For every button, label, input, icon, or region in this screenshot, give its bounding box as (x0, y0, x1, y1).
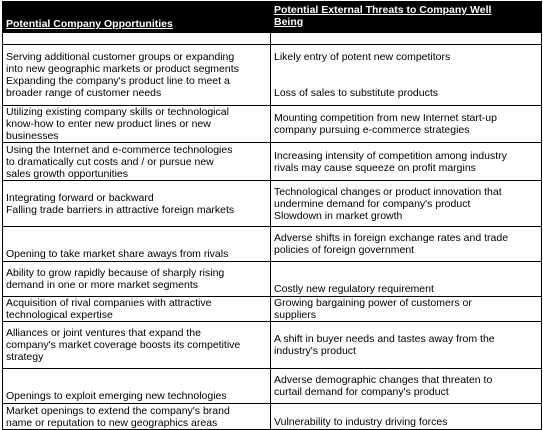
cell-line: Opening to take market share aways from rivals (6, 248, 229, 260)
table-row (3, 106, 542, 143)
opportunity-cell (3, 106, 271, 143)
opportunity-cell (3, 45, 271, 106)
opportunity-cell (3, 404, 271, 430)
cell-line: Slowdown in market growth (274, 209, 403, 222)
cell-line: know-how to enter new product lines or new (6, 118, 211, 130)
cell-line: broader range of customer needs (6, 87, 162, 99)
cell-line: Increasing intensity of competition among industry (274, 149, 507, 162)
threat-cell (271, 181, 542, 227)
threat-cell (271, 404, 542, 430)
threat-cell (271, 297, 542, 322)
table-row (3, 404, 542, 430)
cell-line: A shift in buyer needs and tastes away from the (274, 333, 495, 345)
cell-line: Technological changes or product innovation that (274, 185, 502, 198)
swot-table-sheet (2, 1, 541, 429)
cell-line: company pursuing e-commerce strategies (274, 124, 470, 136)
cell-line: Market openings to extend the company's brand (6, 404, 230, 417)
opportunity-cell (3, 143, 271, 181)
table-row (3, 322, 542, 369)
cell-line: Likely entry of potent new competitors (274, 51, 451, 63)
header-threats-line-2: Being (274, 16, 304, 28)
cell-line: Using the Internet and e-commerce technologies (6, 143, 233, 156)
cell-line (274, 63, 541, 75)
cell-line: Growing bargaining power of customers or (274, 297, 472, 309)
cell-line: Expanding the company's product line to meet a (6, 75, 230, 87)
cell-line: strategy (6, 351, 44, 363)
opportunity-cell (3, 369, 271, 404)
cell-line: sales growth opportunities (6, 167, 128, 180)
table-row (3, 227, 542, 262)
cell-line: into new geographic markets or product segments (6, 63, 239, 75)
cell-line: Openings to exploit emerging new technologies (6, 390, 227, 402)
cell-line: Serving additional customer groups or expanding (6, 51, 235, 63)
threat-cell (271, 369, 542, 404)
opportunities-threats-table (2, 1, 542, 430)
spacer-row (3, 33, 542, 45)
cell-line: Alliances or joint ventures that expand the (6, 327, 201, 339)
table-row (3, 143, 542, 181)
cell-line: Adverse demographic changes that threaten to (274, 374, 493, 386)
cell-line: industry's product (274, 345, 356, 357)
cell-line: Adverse shifts in foreign exchange rates and trade (274, 232, 509, 244)
cell-line: Mounting competition from new Internet start-up (274, 112, 497, 124)
threat-cell (271, 45, 542, 106)
cell-line: Utilizing existing company skills or technological (6, 106, 229, 118)
opportunity-cell (3, 181, 271, 227)
cell-line: Integrating forward or backward (6, 191, 154, 204)
threat-cell (271, 143, 542, 181)
cell-line: curtail demand for company's product (274, 386, 449, 398)
table-row (3, 369, 542, 404)
cell-line: policies of foreign government (274, 244, 415, 256)
spacer-cell-left (3, 33, 271, 45)
cell-line (274, 75, 541, 87)
opportunity-cell (3, 322, 271, 369)
cell-line: demand in one or more market segments (6, 279, 199, 291)
header-opportunities-label: Potential Company Opportunities (6, 18, 173, 30)
cell-line: Falling trade barriers in attractive foreign markets (6, 203, 235, 216)
threat-cell (271, 106, 542, 143)
table-row (3, 297, 542, 322)
spacer-cell-right (271, 33, 542, 45)
cell-line: businesses (6, 130, 59, 142)
table-row (3, 181, 542, 227)
cell-line: suppliers (274, 309, 317, 321)
cell-line: Acquisition of rival companies with attractive (6, 297, 212, 309)
cell-line: Loss of sales to substitute products (274, 87, 439, 99)
cell-line: Vulnerability to industry driving forces (274, 416, 448, 428)
cell-line: name or reputation to new geographics areas (6, 416, 218, 429)
opportunity-cell (3, 262, 271, 297)
table-row (3, 45, 542, 106)
threat-cell (271, 322, 542, 369)
cell-line: to dramatically cut costs and / or pursue new (6, 155, 214, 168)
header-opportunities (3, 2, 271, 33)
cell-line: rivals may cause squeeze on profit margins (274, 161, 476, 174)
threat-cell (271, 227, 542, 262)
cell-line: company's market coverage boosts its competitive (6, 339, 241, 351)
cell-line: undermine demand for company's product (274, 197, 471, 210)
threat-cell (271, 262, 542, 297)
cell-line: Ability to grow rapidly because of sharply rising (6, 267, 225, 279)
opportunity-cell (3, 297, 271, 322)
header-threats-line-1: Potential External Threats to Company Well (274, 4, 492, 16)
cell-line: Costly new regulatory requirement (274, 283, 434, 295)
table-row (3, 262, 542, 297)
header-row (3, 2, 542, 33)
cell-line: technological expertise (6, 309, 113, 321)
header-threats (271, 2, 542, 33)
opportunity-cell (3, 227, 271, 262)
